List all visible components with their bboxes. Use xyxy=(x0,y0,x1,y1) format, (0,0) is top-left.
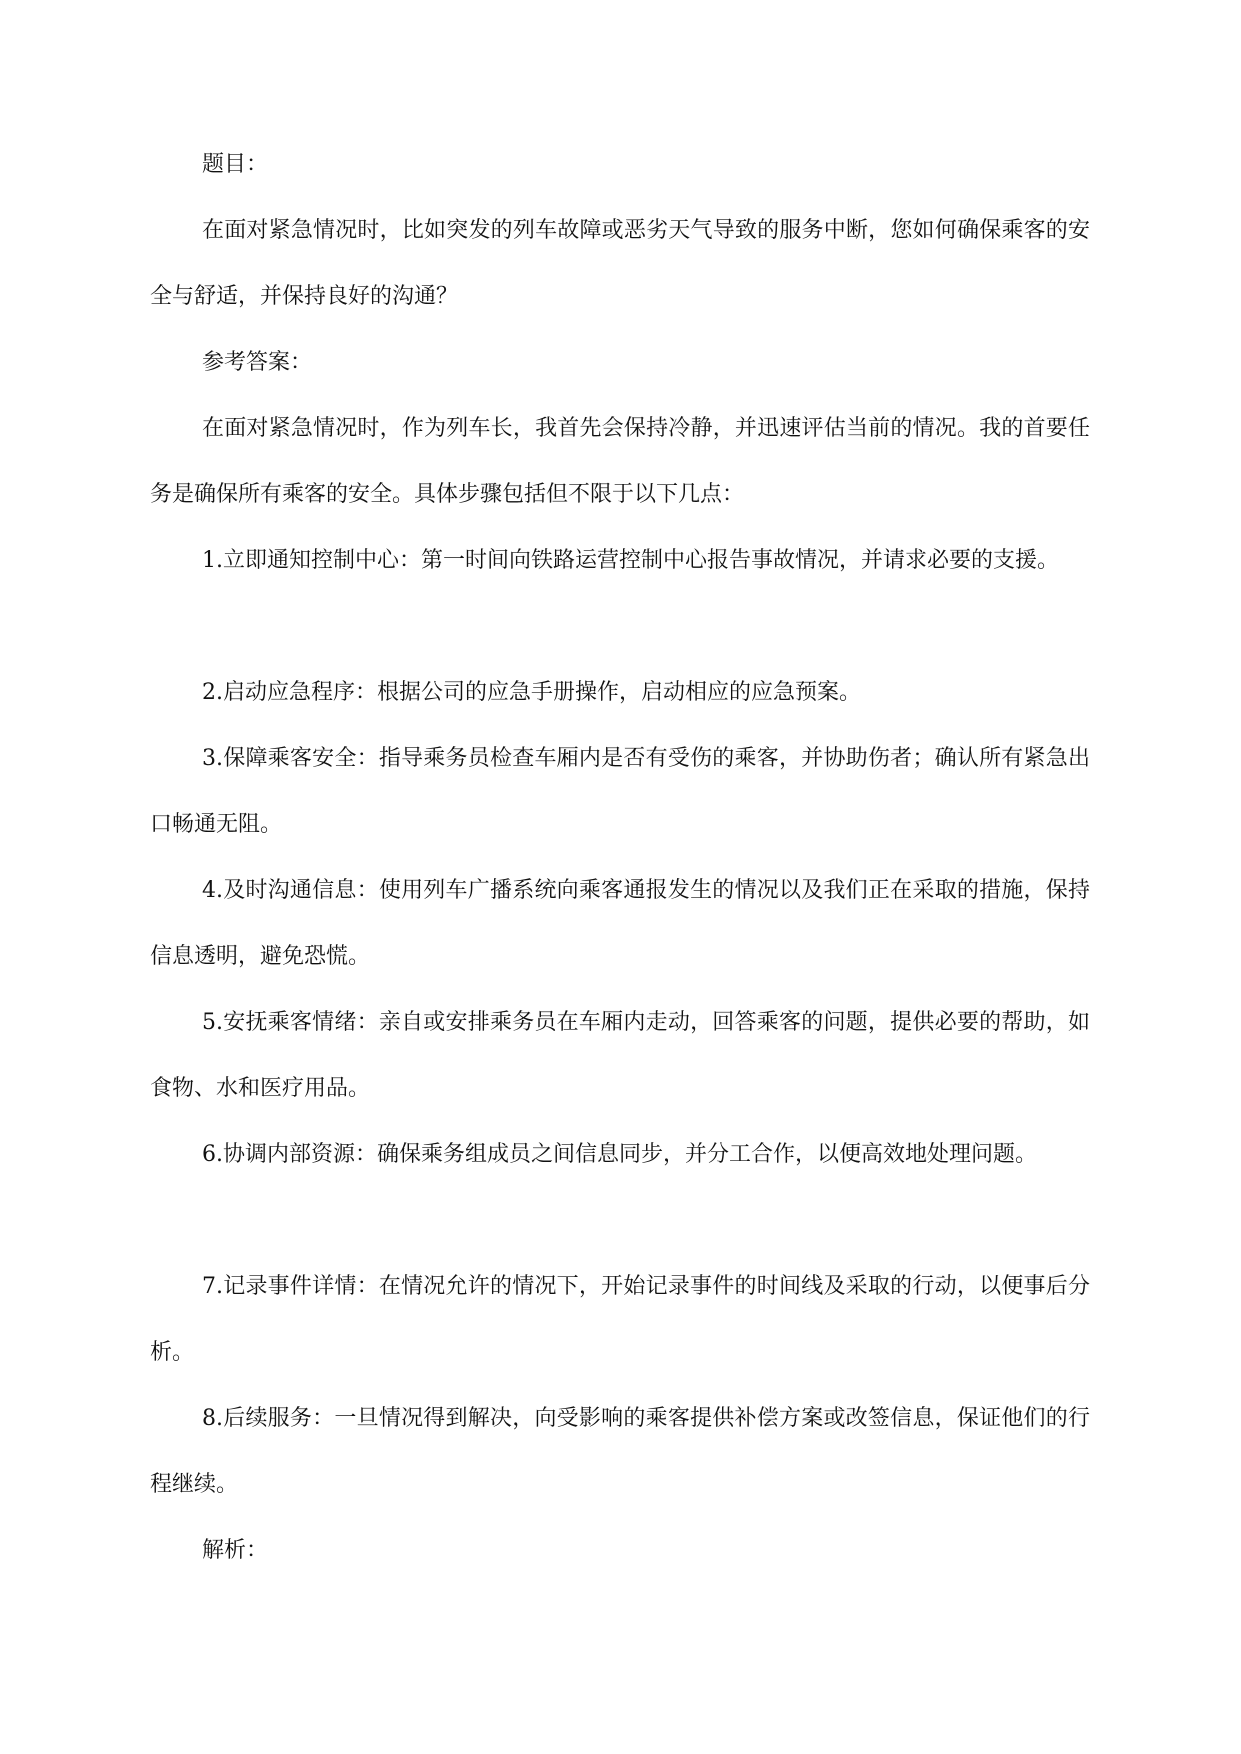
answer-label: 参考答案： xyxy=(202,350,313,375)
answer-step: 1.立即通知控制中心：第一时间向铁路运营控制中心报告事故情况，并请求必要的支援。 xyxy=(202,548,1059,573)
answer-step: 4.及时沟通信息：使用列车广播系统向乘客通报发生的情况以及我们正在采取的措施，保持信息透明，避免恐慌。 xyxy=(150,878,1090,969)
question-label: 题目： xyxy=(202,152,269,177)
answer-step: 6.协调内部资源：确保乘务组成员之间信息同步，并分工合作，以便高效地处理问题。 xyxy=(202,1142,1037,1167)
answer-step: 8.后续服务：一旦情况得到解决，向受影响的乘客提供补偿方案或改签信息，保证他们的行程继续。 xyxy=(150,1406,1090,1497)
analysis-label: 解析： xyxy=(202,1538,269,1563)
answer-intro: 在面对紧急情况时，作为列车长，我首先会保持冷静，并迅速评估当前的情况。我的首要任务是确保所有乘客的安全。具体步骤包括但不限于以下几点： xyxy=(150,416,1090,507)
answer-step: 5.安抚乘客情绪：亲自或安排乘务员在车厢内走动，回答乘客的问题，提供必要的帮助，如食物、水和医疗用品。 xyxy=(150,1010,1090,1101)
answer-step: 2.启动应急程序：根据公司的应急手册操作，启动相应的应急预案。 xyxy=(202,680,861,705)
answer-step: 3.保障乘客安全：指导乘务员检查车厢内是否有受伤的乘客，并协助伤者；确认所有紧急出口畅通无阻。 xyxy=(150,746,1090,837)
answer-step: 7.记录事件详情：在情况允许的情况下，开始记录事件的时间线及采取的行动，以便事后分析。 xyxy=(150,1274,1090,1365)
question-text: 在面对紧急情况时，比如突发的列车故障或恶劣天气导致的服务中断，您如何确保乘客的安全与舒适，并保持良好的沟通？ xyxy=(150,218,1090,309)
